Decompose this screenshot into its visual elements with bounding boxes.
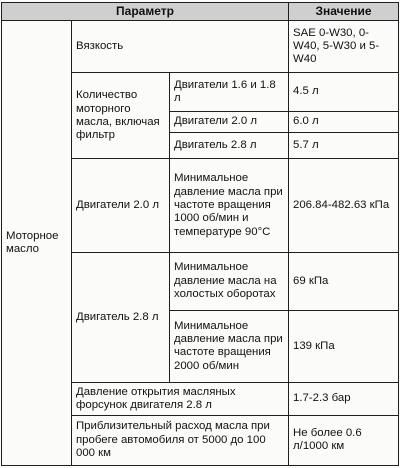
nozzle-pressure-value: 1.7-2.3 бар — [289, 383, 399, 415]
engines-2-0-value: 206.84-482.63 кПа — [289, 159, 399, 253]
oil-quantity-value: 5.7 л — [289, 133, 399, 159]
oil-spec-table — [1, 2, 399, 466]
oil-quantity-engine: Двигатели 1.6 и 1.8 л — [170, 73, 289, 111]
engine-2-8-description: Минимальное давление масла при частоте вращения 2000 об/мин — [170, 310, 289, 383]
engine-2-8-label: Двигатель 2.8 л — [72, 253, 170, 383]
section-label: Моторное масло — [2, 21, 72, 466]
oil-quantity-value: 4.5 л — [289, 73, 399, 111]
table-header-row — [2, 3, 399, 21]
consumption-value: Не более 0.6 л/1000 км — [289, 415, 399, 466]
oil-quantity-engine: Двигатель 2.8 л — [170, 133, 289, 159]
viscosity-label: Вязкость — [72, 21, 289, 73]
consumption-label: Приблизительный расход масла при пробеге автомобиля от 5000 до 100 000 км — [72, 415, 289, 466]
engine-2-8-value: 69 кПа — [289, 253, 399, 311]
header-value: Значение — [289, 3, 399, 21]
header-parameter: Параметр — [2, 3, 289, 21]
engines-2-0-label: Двигатели 2.0 л — [72, 159, 170, 253]
oil-quantity-label: Количество моторного масла, включая фильтр — [72, 73, 170, 159]
oil-quantity-value: 6.0 л — [289, 111, 399, 132]
table-row — [2, 21, 399, 73]
engine-2-8-description: Минимальное давление масла на холостых оборотах — [170, 253, 289, 311]
viscosity-value: SAE 0-W30, 0-W40, 5-W30 и 5-W40 — [289, 21, 399, 73]
nozzle-pressure-label: Давление открытия масляных форсунок двигателя 2.8 л — [72, 383, 289, 415]
engines-2-0-description: Минимальное давление масла при частоте вращения 1000 об/мин и температуре 90°C — [170, 159, 289, 253]
oil-quantity-engine: Двигатели 2.0 л — [170, 111, 289, 132]
engine-2-8-value: 139 кПа — [289, 310, 399, 383]
